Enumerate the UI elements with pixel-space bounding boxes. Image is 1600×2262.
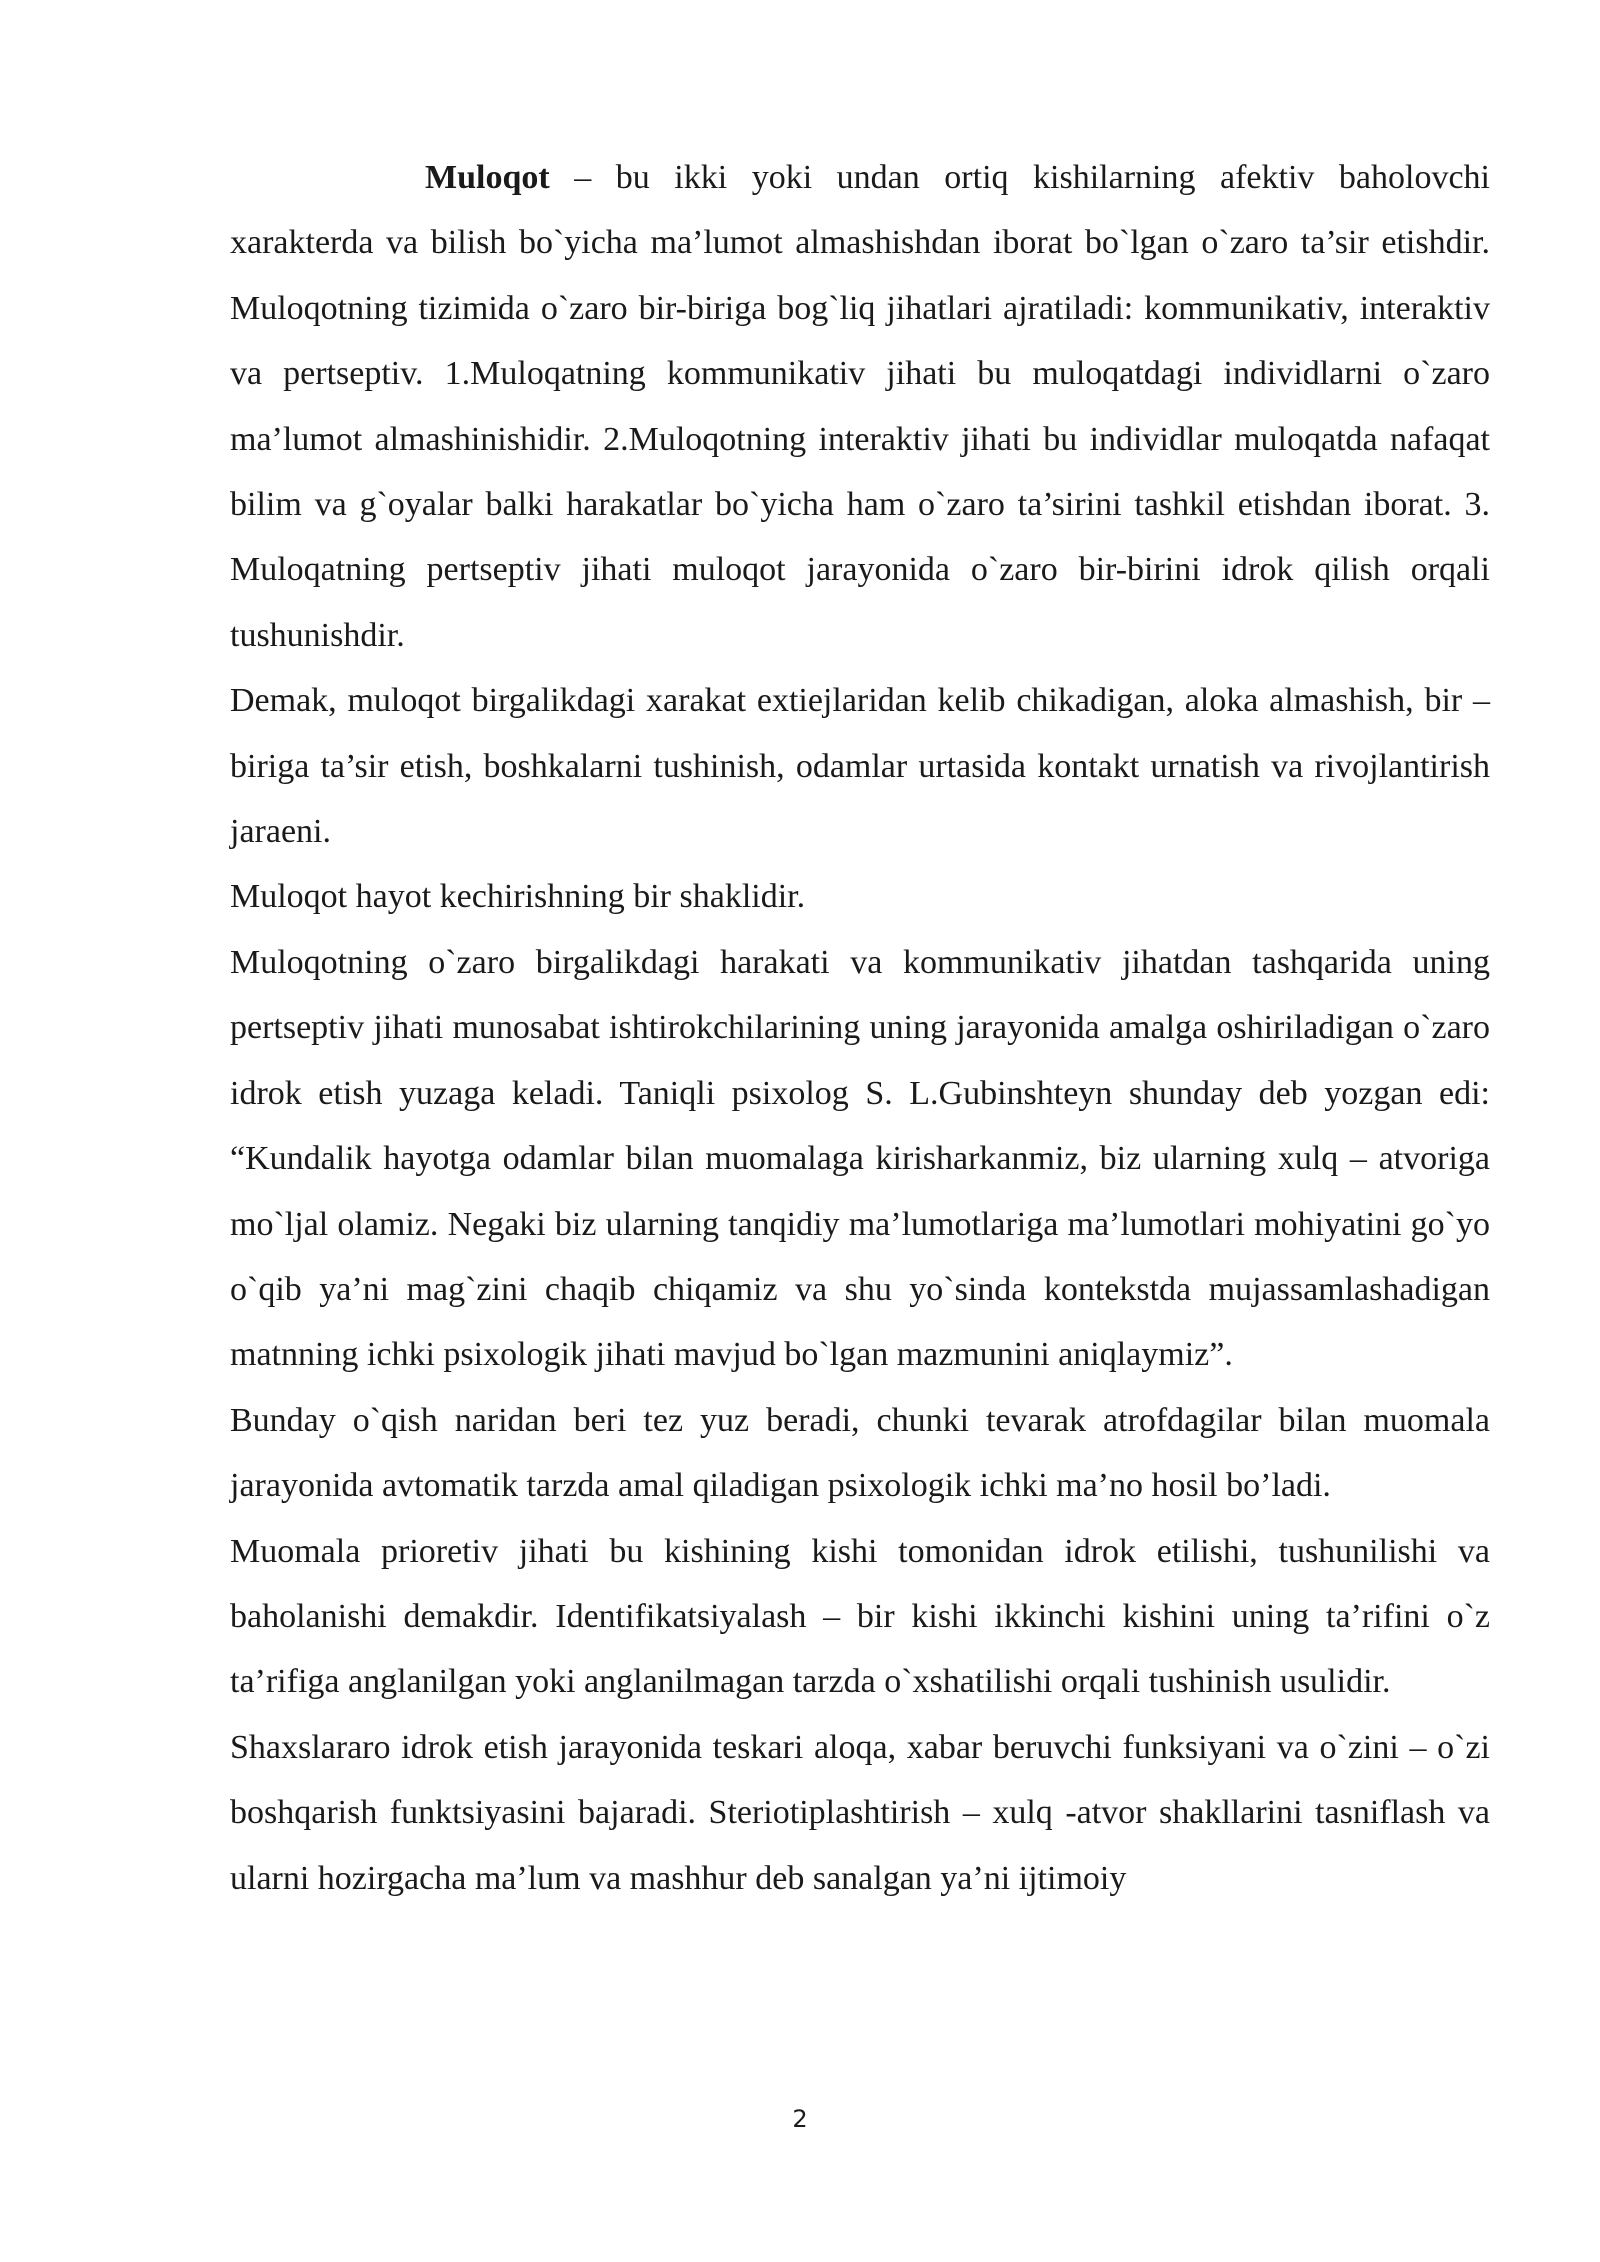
page-number: 2 (792, 2105, 808, 2133)
paragraph-bunday: Bunday o`qish naridan beri tez yuz beradi, chunki tevarak atrofdagilar bilan muomala jarayonida avtomatik tarzda amal qiladigan psixologik ichki ma’no hosil bo’ladi. (230, 1401, 1490, 1505)
paragraph-demak: Demak, muloqot birgalikdagi xarakat extiejlaridan kelib chikadigan, aloka almashish, bir – biriga ta’sir etish, boshkalarni tushinish, odamlar urtasida kontakt urnatish va rivojlantirish jaraeni. (230, 682, 1490, 851)
paragraph-muomala: Muomala prioretiv jihati bu kishining kishi tomonidan idrok etilishi, tushunilishi va baholanishi demakdir. Identifikatsiyalash – bir kishi ikkinchi kishini uning ta’rifini o`z ta’rifiga anglanilgan yoki anglanilmagan tarzda o`xshatilishi orqali tushinish usulidir. (230, 1532, 1490, 1701)
document-body (230, 145, 1490, 1911)
paragraph-pertseptiv: Muloqotning o`zaro birgalikdagi harakati va kommunikativ jihatdan tashqarida uning pertseptiv jihati munosabat ishtirokchilarining uning jarayonida amalga oshiriladigan o`zaro idrok etish yuzaga keladi. Taniqli psixolog S. L.Gubinshteyn shunday deb yozgan edi: “Kundalik hayotga odamlar bilan muomalaga kirisharkanmiz, biz ularning xulq – atvoriga mo`ljal olamiz. Negaki biz ularning tanqidiy ma’lumotlariga ma’lumotlari mohiyatini go`yo o`qib ya’ni mag`zini chaqib chiqamiz va shu yo`sinda kontekstda mujassamlashadigan matnning ichki psixologik jihati mavjud bo`lgan mazmunini aniqlaymiz”. (230, 943, 1490, 1374)
paragraph-hayot: Muloqot hayot kechirishning bir shaklidir. (230, 878, 806, 916)
lead-term: Muloqot (425, 159, 550, 196)
intro-text: – bu ikki yoki undan ortiq kishilarning afektiv baholovchi xarakterda va bilish bo`yicha ma’lumot almashishdan iborat bo`lgan o`zaro ta’sir etishdir. Muloqotning tizimida o`zaro bir-biriga bog`liq jihatlari ajratiladi: kommunikativ, interaktiv va pertseptiv. 1.Muloqatning kommunikativ jihati bu muloqatdagi individlarni o`zaro ma’lumot almashinishidir. 2.Muloqotning interaktiv jihati bu individlar muloqatda nafaqat bilim va g`oyalar balki harakatlar bo`yicha ham o`zaro ta’sirini tashkil etishdan iborat. 3. Muloqatning pertseptiv jihati muloqot jarayonida o`zaro bir-birini idrok qilish orqali tushunishdir. (230, 159, 1490, 654)
paragraph-intro (230, 145, 1490, 668)
paragraph-shaxslararo: Shaxslararo idrok etish jarayonida teskari aloqa, xabar beruvchi funksiyani va o`zini – o`zi boshqarish funktsiyasini bajaradi. Steriotiplashtirish – xulq -atvor shakllarini tasniflash va ularni hozirgacha ma’lum va mashhur deb sanalgan ya’ni ijtimoiy (230, 1728, 1490, 1897)
